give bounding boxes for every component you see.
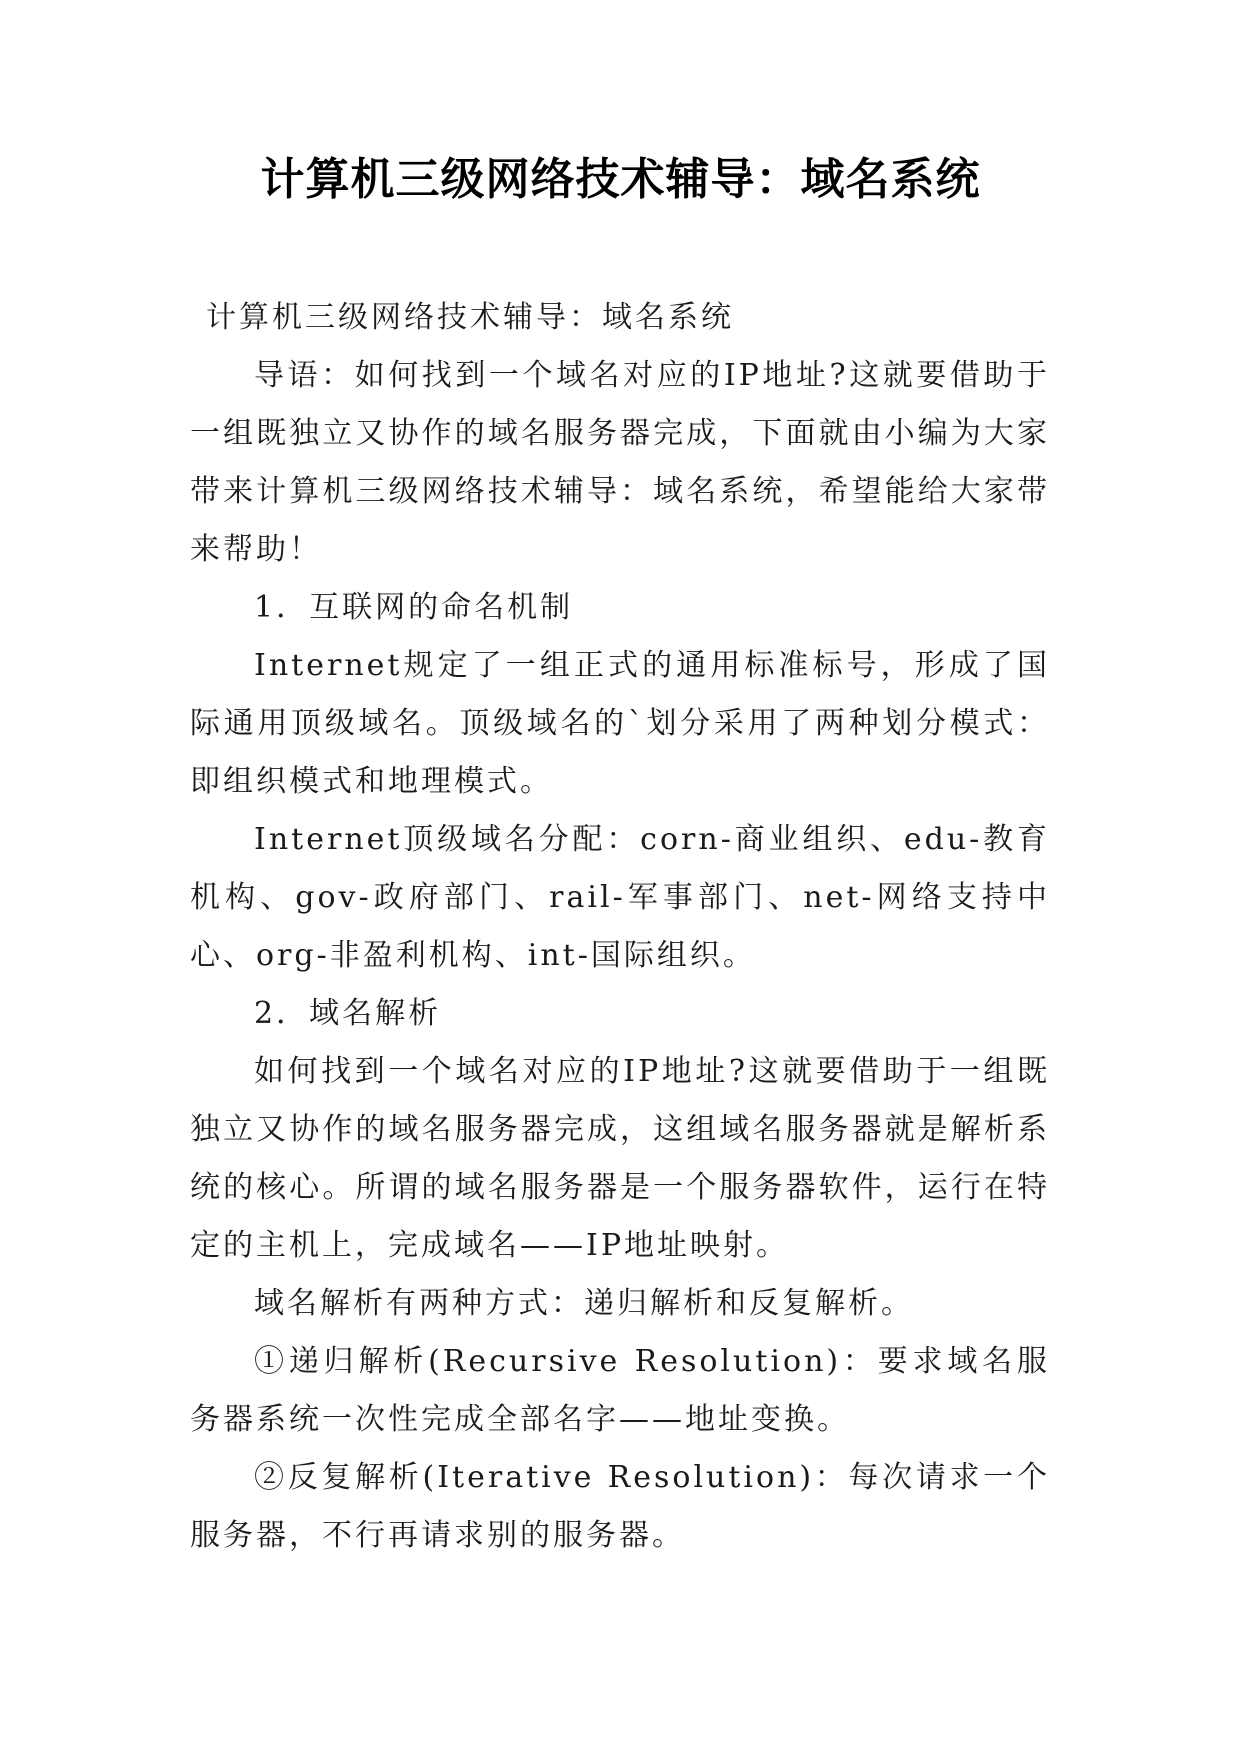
section-heading-naming: 1．互联网的命名机制 [254,590,574,625]
document-title: 计算机三级网络技术辅导：域名系统 [260,154,981,205]
paragraph-intro: 导语：如何找到一个域名对应的IP地址?这就要借助于一组既独立又协作的域名服务器完成，下面就由小编为大家带来计算机三级网络技术辅导：域名系统，希望能给大家带来帮助！ [190,358,1050,567]
paragraph-tld-allocation: Internet顶级域名分配：corn-商业组织、edu-教育机构、gov-政府部门、rail-军事部门、net-网络支持中心、org-非盈利机构、int-国际组织。 [190,822,1050,973]
paragraph-resolution-intro: 如何找到一个域名对应的IP地址?这就要借助于一组既独立又协作的域名服务器完成，这组域名服务器就是解析系统的核心。所谓的域名服务器是一个服务器软件，运行在特定的主机上，完成域名——IP地址映射。 [190,1054,1050,1263]
paragraph-subtitle: 计算机三级网络技术辅导：域名系统 [206,300,734,335]
paragraph-naming-rules: Internet规定了一组正式的通用标准标号，形成了国际通用顶级域名。顶级域名的`划分采用了两种划分模式：即组织模式和地理模式。 [190,648,1050,799]
section-heading-resolution: 2．域名解析 [254,996,442,1031]
document-body [190,289,1050,1565]
paragraph-recursive: ①递归解析(Recursive Resolution)：要求域名服务器系统一次性完成全部名字——地址变换。 [190,1344,1050,1437]
paragraph-resolution-methods: 域名解析有两种方式：递归解析和反复解析。 [254,1286,914,1321]
paragraph-iterative: ②反复解析(Iterative Resolution)：每次请求一个服务器，不行再请求别的服务器。 [190,1460,1050,1553]
